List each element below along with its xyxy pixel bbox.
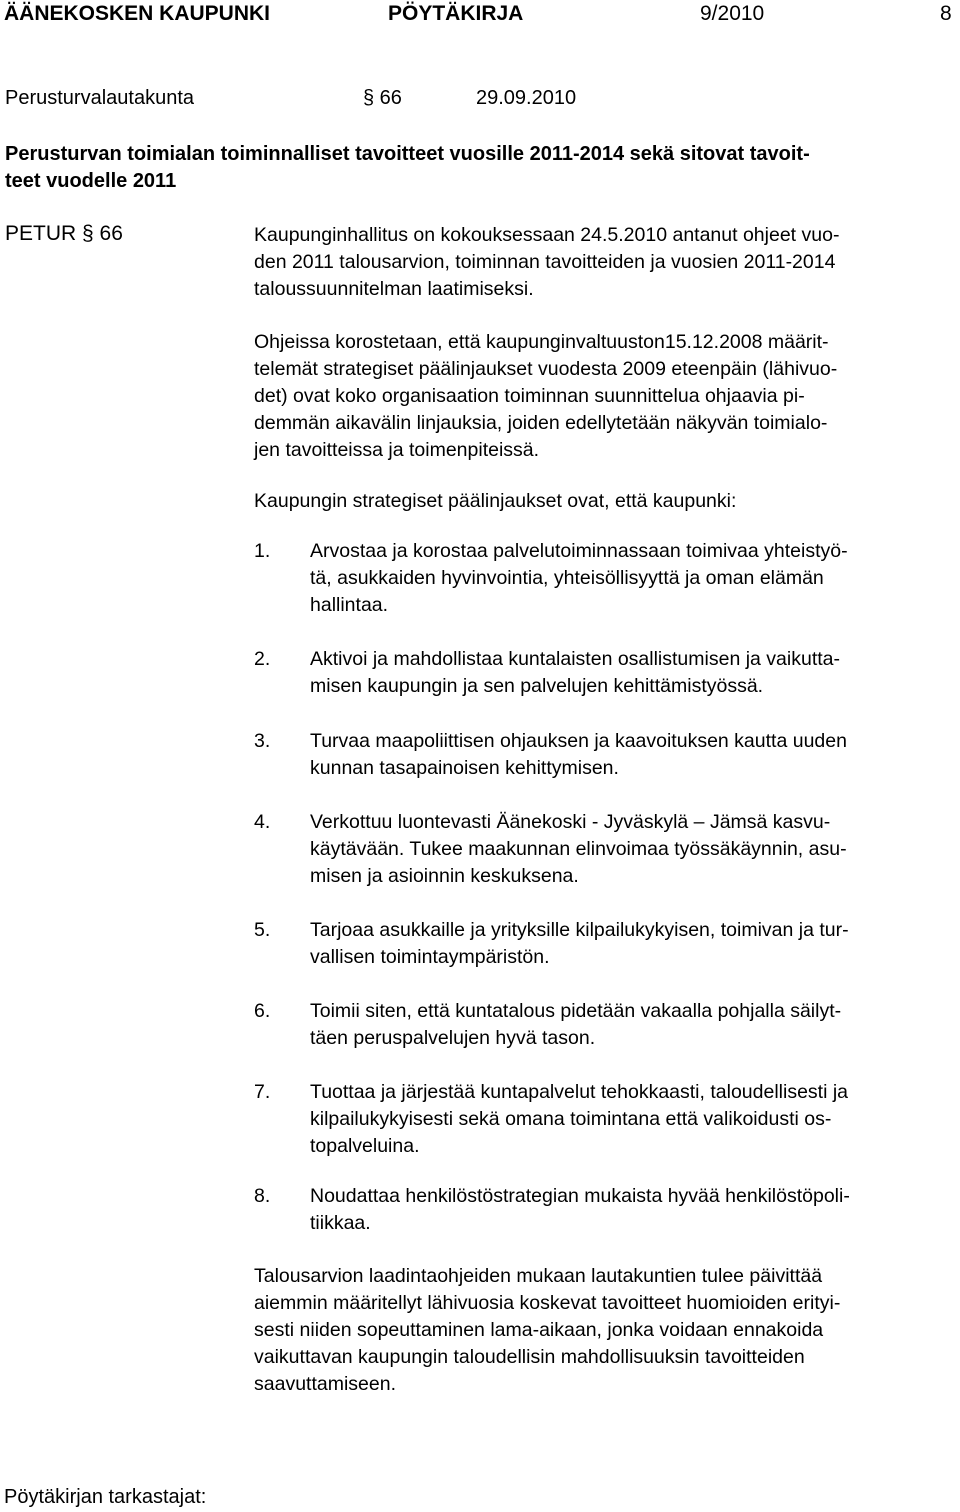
paragraph-4 bbox=[254, 1263, 954, 1398]
text-line: Ohjeissa korostetaan, että kaupunginvaltuuston15.12.2008 määrit- bbox=[254, 331, 829, 353]
text-line: taloussuunnitelman laatimiseksi. bbox=[254, 278, 534, 300]
text-line: Talousarvion laadintaohjeiden mukaan lautakuntien tulee päivittää bbox=[254, 1265, 823, 1287]
page-number: 8 bbox=[940, 2, 952, 25]
section-code: PETUR § 66 bbox=[5, 222, 123, 245]
text-line: tiikkaa. bbox=[310, 1212, 371, 1234]
text-line: telemät strategiset päälinjaukset vuodesta 2009 eteenpäin (lähivuo- bbox=[254, 358, 838, 380]
list-item-number: 1. bbox=[254, 540, 271, 562]
text-line: Noudattaa henkilöstöstrategian mukaista hyvää henkilöstöpoli- bbox=[310, 1185, 850, 1207]
title-line: teet vuodelle 2011 bbox=[5, 170, 177, 192]
list-item-number: 5. bbox=[254, 919, 271, 941]
text-line: vaikuttavan kaupungin taloudellisin mahdollisuuksin tavoitteiden bbox=[254, 1346, 805, 1368]
text-line: Kaupungin strategiset päälinjaukset ovat, että kaupunki: bbox=[254, 490, 737, 512]
text-line: Aktivoi ja mahdollistaa kuntalaisten osallistumisen ja vaikutta- bbox=[310, 648, 841, 670]
section-number: § 66 bbox=[363, 87, 402, 109]
paragraph-1 bbox=[254, 222, 954, 303]
text-line: kilpailukykyisesti sekä omana toimintana että valikoidusti os- bbox=[310, 1108, 832, 1130]
text-line: vallisen toimintaympäristön. bbox=[310, 946, 550, 968]
text-line: kunnan tasapainoisen kehittymisen. bbox=[310, 757, 619, 779]
title-line: Perusturvan toimialan toiminnalliset tavoitteet vuosille 2011-2014 sekä sitovat tavoit- bbox=[5, 143, 810, 165]
text-line: Tarjoaa asukkaille ja yrityksille kilpailukykyisen, toimivan ja tur- bbox=[310, 919, 849, 941]
text-line: demmän aikavälin linjauksia, joiden edellytetään näkyvän toimialo- bbox=[254, 412, 828, 434]
text-line: saavuttamiseen. bbox=[254, 1373, 396, 1395]
document-title bbox=[5, 141, 955, 195]
paragraph-2 bbox=[254, 329, 954, 464]
text-line: Tuottaa ja järjestää kuntapalvelut tehokkaasti, taloudellisesti ja bbox=[310, 1081, 849, 1103]
text-line: täen peruspalvelujen hyvä tason. bbox=[310, 1027, 596, 1049]
text-line: misen ja asioinnin keskuksena. bbox=[310, 865, 579, 887]
text-line: hallintaa. bbox=[310, 594, 389, 616]
text-line: Turvaa maapoliittisen ohjauksen ja kaavoituksen kautta uuden bbox=[310, 730, 847, 752]
text-line: misen kaupungin ja sen palvelujen kehittämistyössä. bbox=[310, 675, 764, 697]
document-type: PÖYTÄKIRJA bbox=[388, 2, 524, 25]
meeting-date: 29.09.2010 bbox=[476, 87, 577, 109]
list-item-number: 8. bbox=[254, 1185, 271, 1207]
city-name: ÄÄNEKOSKEN KAUPUNKI bbox=[4, 2, 271, 25]
text-line: jen tavoitteissa ja toimenpiteissä. bbox=[254, 439, 540, 461]
text-line: sesti niiden sopeuttaminen lama-aikaan, jonka voidaan ennakoida bbox=[254, 1319, 824, 1341]
text-line: aiemmin määritellyt lähivuosia koskevat tavoitteet huomioiden erityi- bbox=[254, 1292, 841, 1314]
list-item-number: 6. bbox=[254, 1000, 271, 1022]
list-item-number: 2. bbox=[254, 648, 271, 670]
minutes-inspectors-label: Pöytäkirjan tarkastajat: bbox=[4, 1486, 207, 1508]
text-line: topalveluina. bbox=[310, 1135, 420, 1157]
text-line: Kaupunginhallitus on kokouksessaan 24.5.2010 antanut ohjeet vuo- bbox=[254, 224, 840, 246]
committee-name: Perusturvalautakunta bbox=[5, 87, 195, 109]
list-item-number: 7. bbox=[254, 1081, 271, 1103]
issue-number: 9/2010 bbox=[700, 2, 765, 25]
list-item-number: 4. bbox=[254, 811, 271, 833]
text-line: den 2011 talousarvion, toiminnan tavoitteiden ja vuosien 2011-2014 bbox=[254, 251, 836, 273]
text-line: tä, asukkaiden hyvinvointia, yhteisöllisyyttä ja oman elämän bbox=[310, 567, 824, 589]
text-line: käytävään. Tukee maakunnan elinvoimaa työssäkäynnin, asu- bbox=[310, 838, 847, 860]
text-line: Toimii siten, että kuntatalous pidetään vakaalla pohjalla säilyt- bbox=[310, 1000, 842, 1022]
text-line: det) ovat koko organisaation toiminnan suunnittelua ohjaavia pi- bbox=[254, 385, 805, 407]
text-line: Arvostaa ja korostaa palvelutoiminnassaan toimivaa yhteistyö- bbox=[310, 540, 848, 562]
paragraph-3 bbox=[254, 488, 954, 515]
text-line: Verkottuu luontevasti Äänekoski - Jyväskylä – Jämsä kasvu- bbox=[310, 811, 831, 833]
list-item-number: 3. bbox=[254, 730, 271, 752]
